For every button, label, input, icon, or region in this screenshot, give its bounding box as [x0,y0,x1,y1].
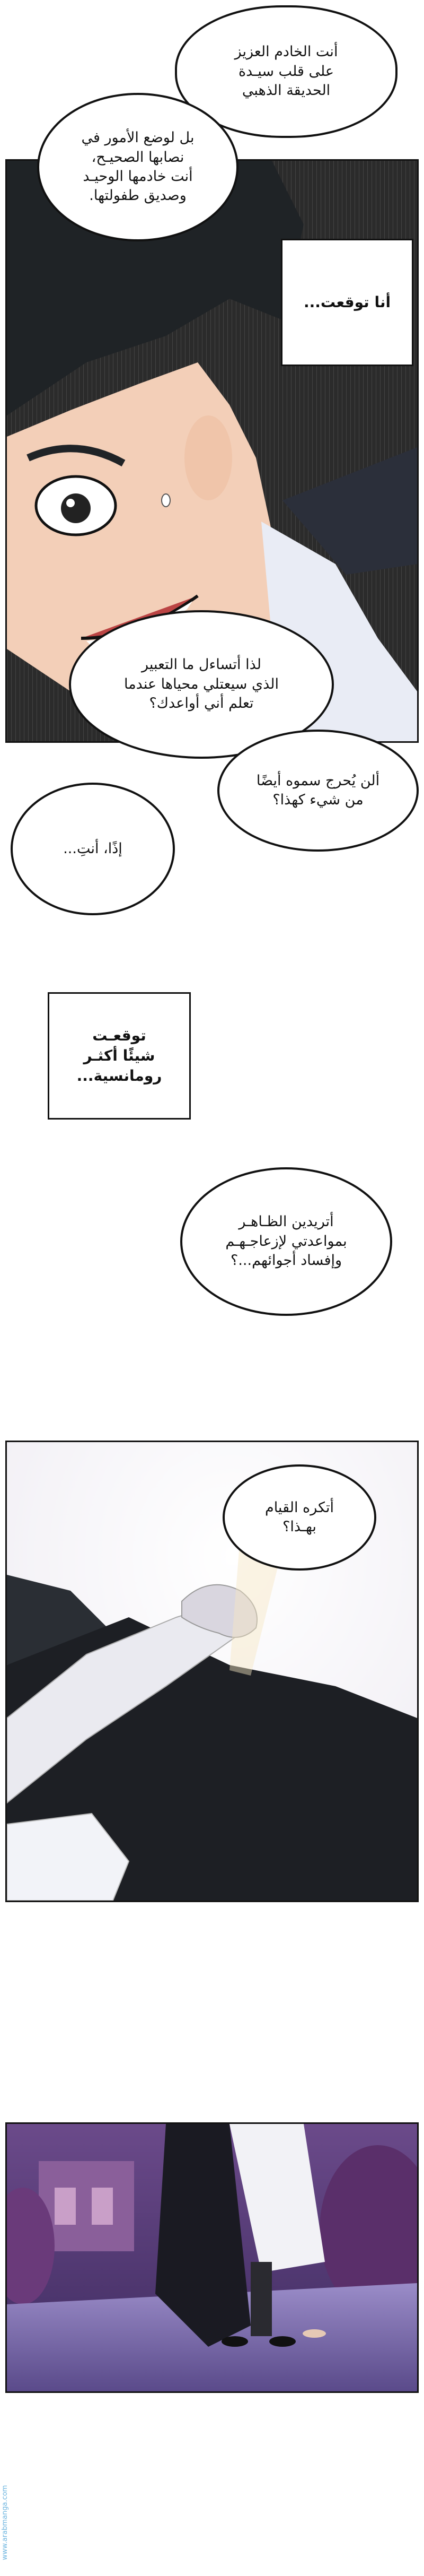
speech-bubble-5-text: إذًا، أنتِ... [63,840,122,857]
speech-bubble-7-text: أتكره القيام بهـذا؟ [264,1499,334,1535]
panel-garden-illustration [7,2124,417,2391]
speech-bubble-4 [217,730,419,852]
speech-bubble-2-text: بل لوضع الأمور في نصابها الصحيـح، أنت خادمها الوحيـد وصديق طفولتها. [81,129,195,204]
speech-bubble-7 [223,1464,376,1571]
panel-garden [5,2122,419,2393]
speech-bubble-4-text: ألن يُحرج سموه أيضًا من شيء كهذا؟ [256,772,380,808]
speech-bubble-5 [11,783,175,915]
speech-bubble-6 [180,1167,392,1316]
speech-bubble-6-text: أتريدين الظـاهـر بمواعدتي لإزعاجـهـم وإفساد أجوائهم...؟ [225,1213,347,1269]
caption-box-2-text: توقعـت شيئًا أكثـر رومانسية... [76,1027,162,1085]
caption-box-1 [281,239,413,366]
speech-bubble-1-text: أنت الخادم العزيز على قلب سيـدة الحديقة الذهبي [234,44,338,99]
speech-bubble-2 [37,93,238,241]
caption-box-2 [48,992,191,1120]
speech-bubble-3-text: لذا أتساءل ما التعبير الذي سيعتلي محياها عندما تعلم أني أواعدك؟ [123,656,279,712]
watermark-text: www.arabmanga.com [1,2485,9,2560]
caption-box-1-text: أنا توقعت... [303,293,391,311]
